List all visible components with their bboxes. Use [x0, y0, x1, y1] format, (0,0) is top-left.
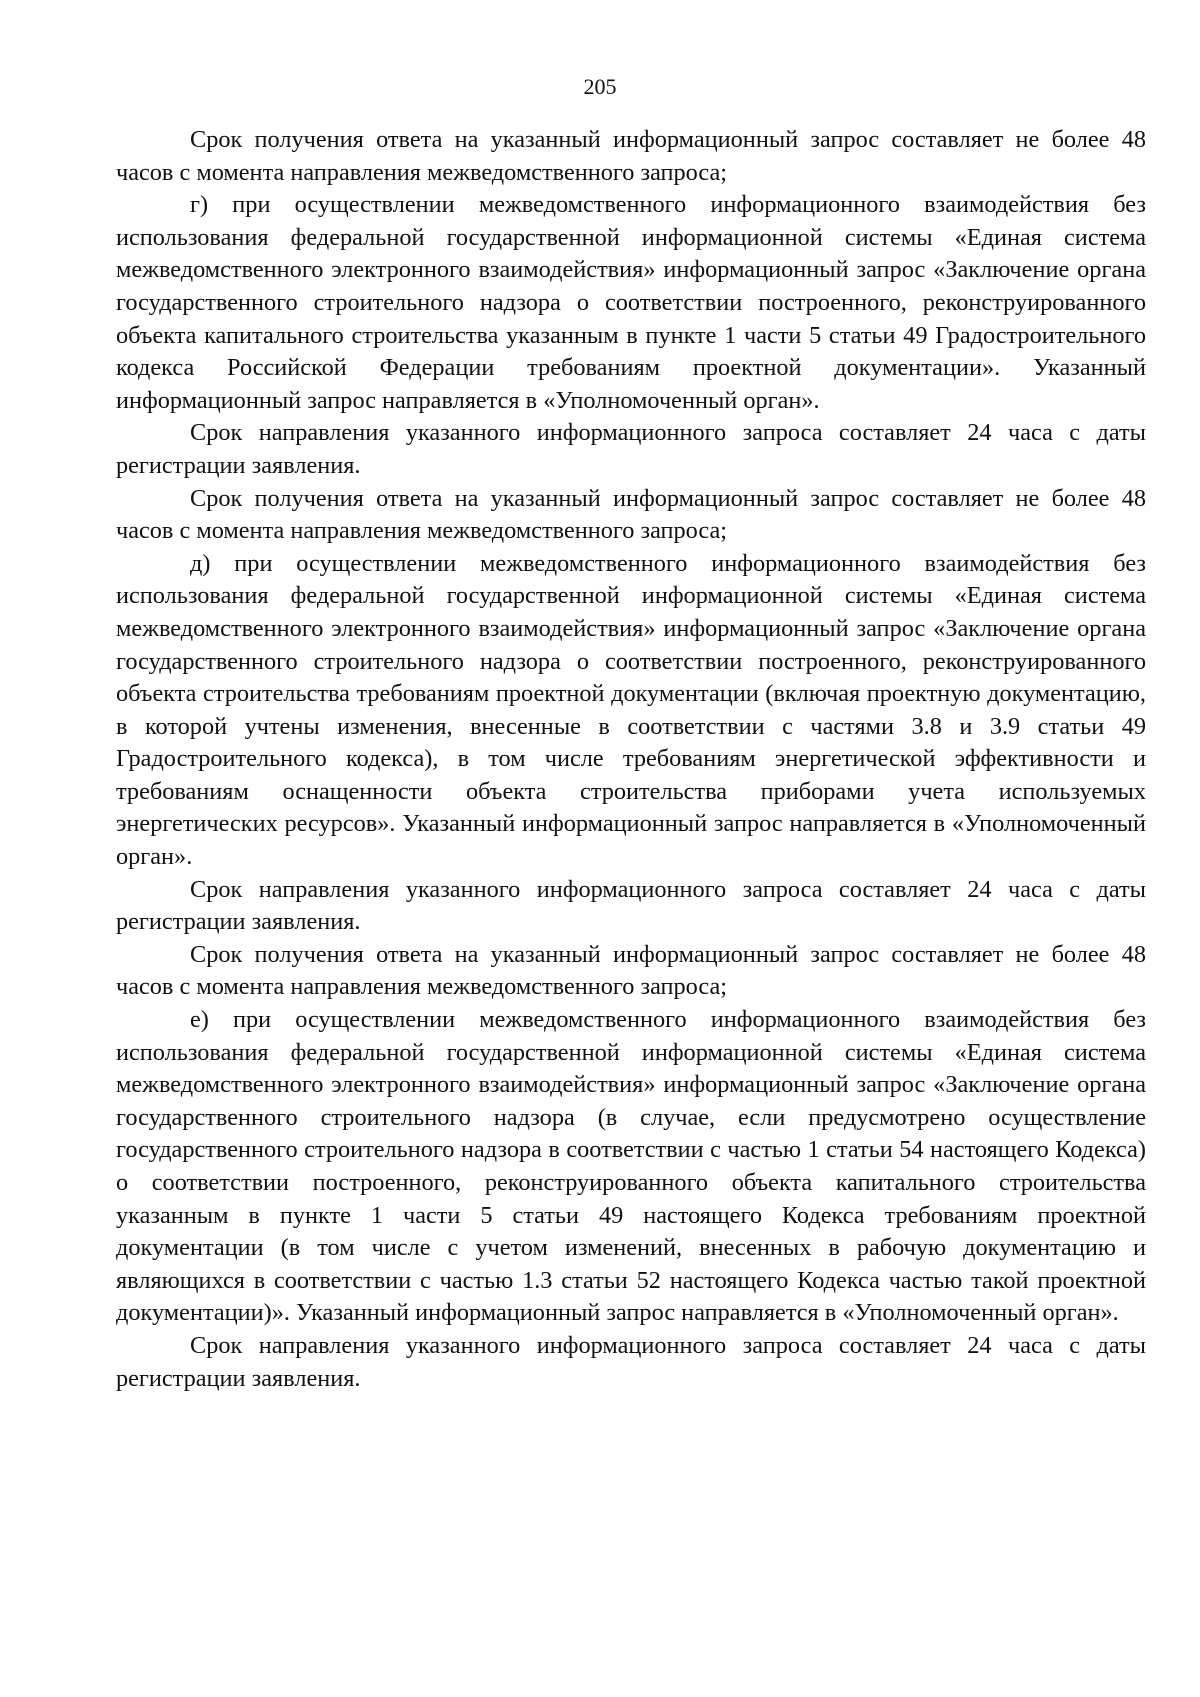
paragraph-send-deadline-3: Срок направления указанного информационного запроса составляет 24 часа с даты регистрации заявления.	[116, 1331, 1146, 1392]
paragraph-item-d: д) при осуществлении межведомственного информационного взаимодействия без использования федеральной государственной информационной системы «Единая система межведомственного электронного взаимодействия» информационный запрос «Заключение органа государственного строительного надзора о соответствии построенного, реконструированного объекта строительства требованиям проектной документации (включая проектную документацию, в которой учтены изменения, внесенные в соответствии с частями 3.8 и 3.9 статьи 49 Градостроительного кодекса), в том числе требованиям энергетической эффективности и требованиям оснащенности объекта строительства приборами учета используемых энергетических ресурсов». Указанный информационный запрос направляется в «Уполномоченный орган».	[116, 549, 1146, 871]
document-body	[116, 124, 1146, 1395]
paragraph-item-e: е) при осуществлении межведомственного информационного взаимодействия без использования федеральной государственной информационной системы «Единая система межведомственного электронного взаимодействия» информационный запрос «Заключение органа государственного строительного надзора (в случае, если предусмотрено осуществление государственного строительного надзора в соответствии с частью 1 статьи 54 настоящего Кодекса) о соответствии построенного, реконструированного объекта капитального строительства указанным в пункте 1 части 5 статьи 49 настоящего Кодекса требованиям проектной документации (в том числе с учетом изменений, внесенных в рабочую документацию и являющихся в соответствии с частью 1.3 статьи 52 настоящего Кодекса частью такой проектной документации)». Указанный информационный запрос направляется в «Уполномоченный орган».	[116, 1006, 1146, 1327]
paragraph-item-g: г) при осуществлении межведомственного информационного взаимодействия без использования федеральной государственной информационной системы «Единая система межведомственного электронного взаимодействия» информационный запрос «Заключение органа государственного строительного надзора о соответствии построенного, реконструированного объекта капитального строительства указанным в пункте 1 части 5 статьи 49 Градостроительного кодекса Российской Федерации требованиям проектной документации». Указанный информационный запрос направляется в «Уполномоченный орган».	[116, 191, 1146, 414]
paragraph-response-deadline-2: Срок получения ответа на указанный информационный запрос составляет не более 48 часов с момента направления межведомственного запроса;	[116, 484, 1146, 545]
paragraph-send-deadline-2: Срок направления указанного информационного запроса составляет 24 часа с даты регистрации заявления.	[116, 875, 1146, 936]
page-number: 205	[583, 74, 617, 99]
paragraph-send-deadline-1: Срок направления указанного информационного запроса составляет 24 часа с даты регистрации заявления.	[116, 419, 1146, 479]
paragraph-response-deadline-3: Срок получения ответа на указанный информационный запрос составляет не более 48 часов с момента направления межведомственного запроса;	[116, 940, 1146, 1001]
paragraph-response-deadline-1: Срок получения ответа на указанный информационный запрос составляет не более 48 часов с момента направления межведомственного запроса;	[116, 126, 1146, 186]
